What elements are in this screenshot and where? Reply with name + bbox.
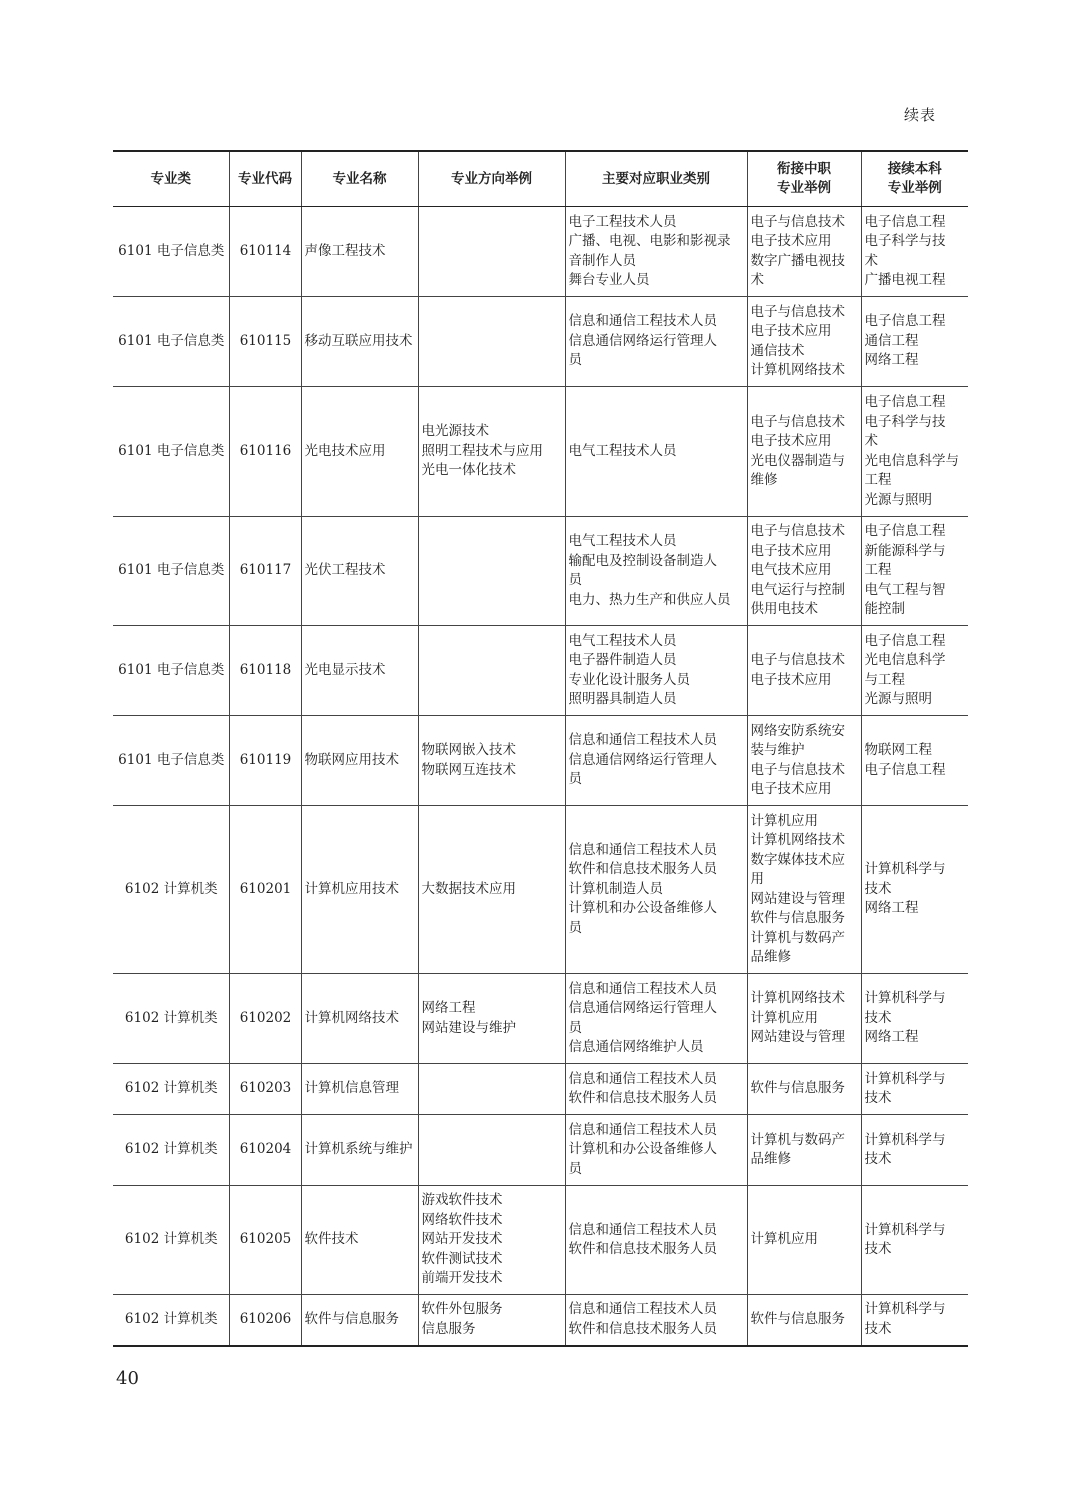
secondary-majors-cell xyxy=(747,1064,861,1115)
cell-line: 技术 xyxy=(864,880,892,897)
cell-line: 舞台专业人员 xyxy=(568,272,650,288)
code-cell: 610117 xyxy=(229,517,301,626)
cell-line: 输配电及控制设备制造人 xyxy=(568,552,717,569)
directions-cell xyxy=(418,387,565,517)
occupations-cell xyxy=(565,517,747,626)
cell-line: 电子信息工程 xyxy=(864,213,946,230)
secondary-majors-cell xyxy=(747,626,861,716)
occupations-cell xyxy=(565,716,747,806)
undergrad-majors-cell xyxy=(861,297,968,387)
cell-line: 软件与信息服务 xyxy=(750,910,845,926)
category-cell: 6101 电子信息类 xyxy=(113,716,229,806)
table-row xyxy=(113,1115,968,1186)
header-text: 专业代码 xyxy=(238,170,292,187)
cell-line: 计算机网络技术 xyxy=(750,832,845,848)
code-cell: 610201 xyxy=(229,806,301,974)
undergrad-majors-cell xyxy=(861,974,968,1064)
cell-line: 照明工程技术与应用 xyxy=(421,442,543,459)
cell-line: 光电仪器制造与 xyxy=(750,452,845,469)
header-occupations xyxy=(565,151,747,207)
category-cell: 6102 计算机类 xyxy=(113,1295,229,1346)
cell-line: 电子技术应用 xyxy=(750,542,832,559)
table-header xyxy=(113,151,968,207)
cell-line: 电气工程技术人员 xyxy=(568,632,677,649)
major-name-cell: 计算机网络技术 xyxy=(301,974,418,1064)
occupations-cell xyxy=(565,297,747,387)
header-name xyxy=(301,151,418,207)
table-row xyxy=(113,517,968,626)
cell-line: 员 xyxy=(568,771,582,788)
cell-line: 员 xyxy=(568,352,582,369)
header-text: 衔接中职 xyxy=(777,161,831,177)
cell-line: 软件和信息技术服务人员 xyxy=(568,1241,717,1257)
cell-line: 软件和信息技术服务人员 xyxy=(568,1090,717,1106)
code-cell: 610202 xyxy=(229,974,301,1064)
cell-line: 电气运行与控制 xyxy=(750,581,845,598)
directions-cell xyxy=(418,974,565,1064)
cell-line: 网络工程 xyxy=(864,1029,919,1046)
cell-line: 信息和通信工程技术人员 xyxy=(568,1221,717,1238)
cell-line: 软件和信息技术服务人员 xyxy=(568,1320,717,1337)
cell-line: 网站建设与维护 xyxy=(421,1019,516,1036)
cell-line: 光源与照明 xyxy=(864,491,932,508)
cell-line: 信息和通信工程技术人员 xyxy=(568,980,717,997)
page-number: 40 xyxy=(116,1368,139,1389)
major-name-cell: 移动互联应用技术 xyxy=(301,297,418,387)
major-name-cell: 计算机信息管理 xyxy=(301,1064,418,1115)
header-text: 专业类 xyxy=(150,170,191,187)
major-name-cell: 光伏工程技术 xyxy=(301,517,418,626)
directions-cell xyxy=(418,1295,565,1346)
cell-line: 工程 xyxy=(864,562,892,579)
cell-line: 电子与信息技术 xyxy=(750,523,845,540)
cell-line: 网站建设与管理 xyxy=(750,1029,845,1046)
cell-line: 电子与信息技术 xyxy=(750,413,845,430)
table-row xyxy=(113,297,968,387)
occupations-cell xyxy=(565,387,747,517)
header-code xyxy=(229,151,301,207)
cell-line: 通信工程 xyxy=(864,332,919,349)
occupations-cell xyxy=(565,1295,747,1346)
directions-cell xyxy=(418,517,565,626)
header-text: 专业名称 xyxy=(332,170,387,187)
cell-line: 装与维护 xyxy=(750,742,805,758)
cell-line: 电子技术应用 xyxy=(750,671,832,688)
header-row xyxy=(113,151,968,207)
cell-line: 光电信息科学 xyxy=(864,652,946,668)
category-cell: 6102 计算机类 xyxy=(113,974,229,1064)
code-cell: 610114 xyxy=(229,207,301,297)
directions-cell xyxy=(418,716,565,806)
occupations-cell xyxy=(565,207,747,297)
header-directions xyxy=(418,151,565,207)
cell-line: 电光源技术 xyxy=(421,423,489,440)
header-category xyxy=(113,151,229,207)
cell-line: 信息和通信工程技术人员 xyxy=(568,841,717,858)
occupations-cell xyxy=(565,1186,747,1295)
cell-line: 技术 xyxy=(864,1320,892,1337)
header-text: 专业方向举例 xyxy=(451,170,532,187)
cell-line: 游戏软件技术 xyxy=(421,1192,503,1209)
cell-line: 计算机网络技术 xyxy=(750,990,845,1007)
header-text: 专业举例 xyxy=(887,180,942,196)
cell-line: 信息通信网络维护人员 xyxy=(568,1039,704,1055)
table-body xyxy=(113,207,968,1346)
cell-line: 员 xyxy=(568,572,582,588)
cell-line: 信息和通信工程技术人员 xyxy=(568,1301,717,1318)
cell-line: 新能源科学与 xyxy=(864,542,946,559)
cell-line: 软件与信息服务 xyxy=(750,1311,845,1327)
table-row xyxy=(113,1064,968,1115)
cell-line: 网络工程 xyxy=(421,1000,476,1016)
occupations-cell xyxy=(565,626,747,716)
cell-line: 计算机科学与 xyxy=(864,1301,946,1318)
secondary-majors-cell xyxy=(747,297,861,387)
directions-cell xyxy=(418,626,565,716)
major-name-cell: 计算机应用技术 xyxy=(301,806,418,974)
cell-line: 电力、热力生产和供应人员 xyxy=(568,591,731,608)
cell-line: 网站建设与管理 xyxy=(750,890,845,907)
cell-line: 网络安防系统安 xyxy=(750,722,845,739)
cell-line: 与工程 xyxy=(864,671,905,688)
cell-line: 电子技术应用 xyxy=(750,433,832,449)
cell-line: 物联网嵌入技术 xyxy=(421,742,516,758)
cell-line: 信息和通信工程技术人员 xyxy=(568,1121,717,1138)
cell-line: 网络工程 xyxy=(864,900,919,917)
undergrad-majors-cell xyxy=(861,1115,968,1186)
cell-line: 工程 xyxy=(864,472,892,488)
cell-line: 信息和通信工程技术人员 xyxy=(568,313,717,330)
cell-line: 技术 xyxy=(864,1009,892,1026)
category-cell: 6102 计算机类 xyxy=(113,1186,229,1295)
cell-line: 信息服务 xyxy=(421,1320,476,1337)
cell-line: 术 xyxy=(864,433,878,449)
cell-line: 电子信息工程 xyxy=(864,632,946,649)
header-text: 专业举例 xyxy=(777,180,831,196)
cell-line: 计算机科学与 xyxy=(864,1131,946,1148)
cell-line: 通信技术 xyxy=(750,342,805,359)
majors-table xyxy=(113,150,968,1347)
header-text: 接续本科 xyxy=(887,161,942,177)
cell-line: 前端开发技术 xyxy=(421,1270,503,1287)
cell-line: 计算机科学与 xyxy=(864,861,946,878)
occupations-cell xyxy=(565,1115,747,1186)
category-cell: 6101 电子信息类 xyxy=(113,207,229,297)
cell-line: 能控制 xyxy=(864,601,905,618)
undergrad-majors-cell xyxy=(861,1295,968,1346)
category-cell: 6101 电子信息类 xyxy=(113,517,229,626)
major-name-cell: 声像工程技术 xyxy=(301,207,418,297)
secondary-majors-cell xyxy=(747,716,861,806)
cell-line: 光电信息科学与 xyxy=(864,452,959,469)
cell-line: 电子与信息技术 xyxy=(750,213,845,230)
category-cell: 6102 计算机类 xyxy=(113,806,229,974)
cell-line: 数字媒体技术应 xyxy=(750,851,845,868)
directions-cell xyxy=(418,1186,565,1295)
cell-line: 品维修 xyxy=(750,949,791,965)
cell-line: 计算机网络技术 xyxy=(750,362,845,378)
secondary-majors-cell xyxy=(747,806,861,974)
cell-line: 信息通信网络运行管理人 xyxy=(568,332,717,349)
occupations-cell xyxy=(565,1064,747,1115)
code-cell: 610205 xyxy=(229,1186,301,1295)
cell-line: 电气工程技术人员 xyxy=(568,442,677,459)
category-cell: 6102 计算机类 xyxy=(113,1115,229,1186)
cell-line: 计算机和办公设备维修人 xyxy=(568,900,717,917)
secondary-majors-cell xyxy=(747,517,861,626)
directions-cell xyxy=(418,1115,565,1186)
cell-line: 专业化设计服务人员 xyxy=(568,671,690,688)
table-row xyxy=(113,1295,968,1346)
cell-line: 大数据技术应用 xyxy=(421,880,516,897)
table-row xyxy=(113,626,968,716)
undergrad-majors-cell xyxy=(861,517,968,626)
occupations-cell xyxy=(565,974,747,1064)
cell-line: 电子信息工程 xyxy=(864,761,946,778)
cell-line: 电子信息工程 xyxy=(864,313,946,330)
header-text: 主要对应职业类别 xyxy=(602,170,710,187)
cell-line: 技术 xyxy=(864,1090,892,1106)
cell-line: 光源与照明 xyxy=(864,691,932,707)
cell-line: 信息和通信工程技术人员 xyxy=(568,732,717,749)
secondary-majors-cell xyxy=(747,387,861,517)
cell-line: 电气工程与智 xyxy=(864,581,946,598)
directions-cell xyxy=(418,207,565,297)
code-cell: 610203 xyxy=(229,1064,301,1115)
table-row xyxy=(113,806,968,974)
table-row xyxy=(113,974,968,1064)
cell-line: 计算机制造人员 xyxy=(568,880,663,897)
cell-line: 软件与信息服务 xyxy=(750,1080,845,1097)
secondary-majors-cell xyxy=(747,1186,861,1295)
secondary-majors-cell xyxy=(747,1115,861,1186)
cell-line: 计算机应用 xyxy=(750,1009,818,1026)
table-row xyxy=(113,207,968,297)
cell-line: 计算机和办公设备维修人 xyxy=(568,1141,717,1158)
cell-line: 维修 xyxy=(750,472,778,488)
cell-line: 计算机应用 xyxy=(750,1231,818,1248)
code-cell: 610115 xyxy=(229,297,301,387)
cell-line: 电子工程技术人员 xyxy=(568,213,677,230)
cell-line: 网络工程 xyxy=(864,352,919,369)
cell-line: 用 xyxy=(750,871,764,887)
code-cell: 610118 xyxy=(229,626,301,716)
secondary-majors-cell xyxy=(747,1295,861,1346)
major-name-cell: 光电显示技术 xyxy=(301,626,418,716)
cell-line: 软件和信息技术服务人员 xyxy=(568,861,717,878)
undergrad-majors-cell xyxy=(861,207,968,297)
cell-line: 技术 xyxy=(864,1241,892,1257)
cell-line: 电子信息工程 xyxy=(864,523,946,540)
cell-line: 电子与信息技术 xyxy=(750,761,845,778)
category-cell: 6101 电子信息类 xyxy=(113,626,229,716)
cell-line: 员 xyxy=(568,1019,582,1036)
major-name-cell: 光电技术应用 xyxy=(301,387,418,517)
cell-line: 计算机科学与 xyxy=(864,1070,946,1087)
cell-line: 数字广播电视技 xyxy=(750,252,845,269)
table-row xyxy=(113,387,968,517)
table-row xyxy=(113,1186,968,1295)
cell-line: 电子技术应用 xyxy=(750,233,832,249)
code-cell: 610116 xyxy=(229,387,301,517)
category-cell: 6101 电子信息类 xyxy=(113,387,229,517)
cell-line: 音制作人员 xyxy=(568,252,636,269)
cell-line: 电子技术应用 xyxy=(750,323,832,339)
directions-cell xyxy=(418,1064,565,1115)
cell-line: 网站开发技术 xyxy=(421,1231,503,1248)
category-cell: 6102 计算机类 xyxy=(113,1064,229,1115)
cell-line: 电子科学与技 xyxy=(864,233,946,249)
cell-line: 计算机与数码产 xyxy=(750,1131,845,1148)
cell-line: 软件测试技术 xyxy=(421,1250,503,1267)
code-cell: 610119 xyxy=(229,716,301,806)
cell-line: 计算机应用 xyxy=(750,812,818,829)
cell-line: 光电一体化技术 xyxy=(421,462,516,479)
directions-cell xyxy=(418,806,565,974)
cell-line: 员 xyxy=(568,1160,582,1177)
undergrad-majors-cell xyxy=(861,387,968,517)
cell-line: 术 xyxy=(750,272,764,288)
undergrad-majors-cell xyxy=(861,1186,968,1295)
cell-line: 物联网互连技术 xyxy=(421,761,516,778)
major-name-cell: 软件技术 xyxy=(301,1186,418,1295)
header-undergrad xyxy=(861,151,968,207)
secondary-majors-cell xyxy=(747,974,861,1064)
undergrad-majors-cell xyxy=(861,626,968,716)
cell-line: 电气技术应用 xyxy=(750,562,832,579)
cell-line: 信息和通信工程技术人员 xyxy=(568,1070,717,1087)
major-name-cell: 物联网应用技术 xyxy=(301,716,418,806)
cell-line: 计算机科学与 xyxy=(864,1221,946,1238)
continued-label: 续表 xyxy=(904,106,937,124)
cell-line: 物联网工程 xyxy=(864,742,932,758)
undergrad-majors-cell xyxy=(861,806,968,974)
cell-line: 技术 xyxy=(864,1151,892,1167)
cell-line: 计算机与数码产 xyxy=(750,929,845,946)
cell-line: 电子信息工程 xyxy=(864,394,946,410)
occupations-cell xyxy=(565,806,747,974)
cell-line: 电气工程技术人员 xyxy=(568,533,677,549)
cell-line: 供用电技术 xyxy=(750,601,818,618)
cell-line: 信息通信网络运行管理人 xyxy=(568,1000,717,1016)
cell-line: 电子技术应用 xyxy=(750,781,832,797)
cell-line: 软件外包服务 xyxy=(421,1301,503,1318)
cell-line: 网络软件技术 xyxy=(421,1211,503,1228)
undergrad-majors-cell xyxy=(861,1064,968,1115)
cell-line: 电子器件制造人员 xyxy=(568,652,677,668)
major-name-cell: 软件与信息服务 xyxy=(301,1295,418,1346)
cell-line: 计算机科学与 xyxy=(864,990,946,1007)
secondary-majors-cell xyxy=(747,207,861,297)
cell-line: 电子与信息技术 xyxy=(750,652,845,668)
cell-line: 广播、电视、电影和影视录 xyxy=(568,233,731,249)
directions-cell xyxy=(418,297,565,387)
header-secondary xyxy=(747,151,861,207)
cell-line: 照明器具制造人员 xyxy=(568,691,677,707)
cell-line: 员 xyxy=(568,919,582,936)
cell-line: 信息通信网络运行管理人 xyxy=(568,751,717,768)
cell-line: 广播电视工程 xyxy=(864,272,946,288)
cell-line: 电子科学与技 xyxy=(864,413,946,430)
cell-line: 品维修 xyxy=(750,1151,791,1167)
table-row xyxy=(113,716,968,806)
cell-line: 电子与信息技术 xyxy=(750,303,845,320)
undergrad-majors-cell xyxy=(861,716,968,806)
code-cell: 610206 xyxy=(229,1295,301,1346)
cell-line: 术 xyxy=(864,252,878,269)
code-cell: 610204 xyxy=(229,1115,301,1186)
major-name-cell: 计算机系统与维护 xyxy=(301,1115,418,1186)
category-cell: 6101 电子信息类 xyxy=(113,297,229,387)
